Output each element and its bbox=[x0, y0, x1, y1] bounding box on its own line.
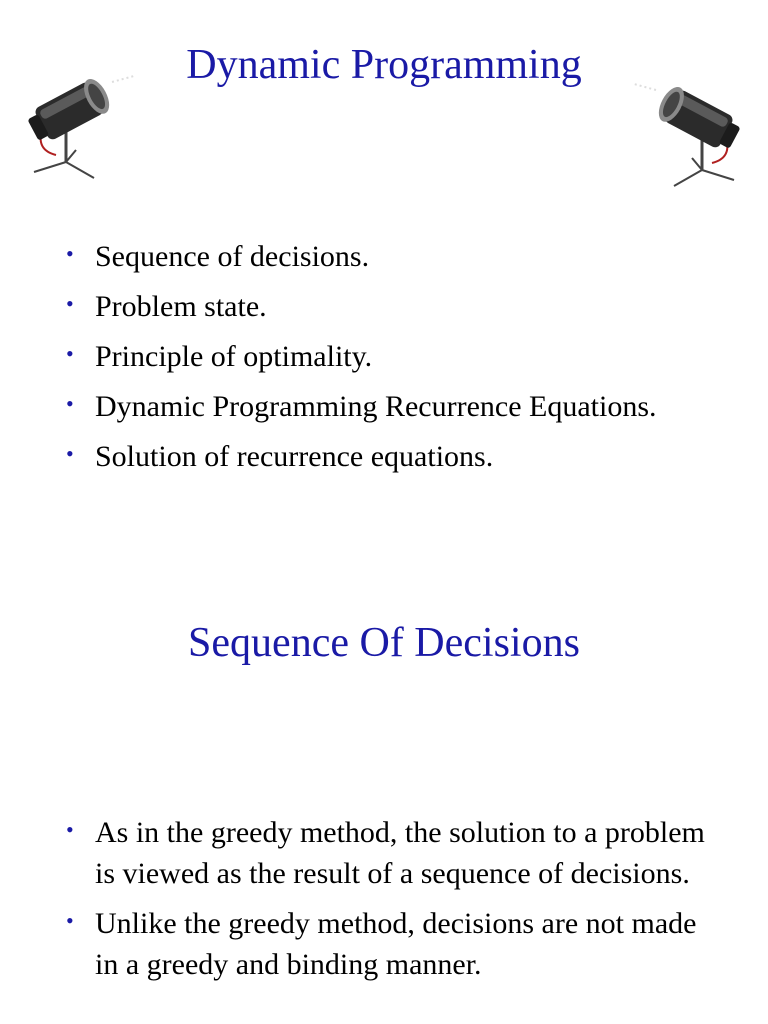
list-item bbox=[66, 812, 726, 894]
bullet-dot-icon: • bbox=[66, 817, 74, 842]
bullet-dot-icon: • bbox=[66, 291, 74, 316]
list-item bbox=[66, 336, 726, 377]
slide-sequence-of-decisions bbox=[0, 560, 768, 1024]
list-item bbox=[66, 386, 726, 427]
bullet-dot-icon: • bbox=[66, 241, 74, 266]
list-item bbox=[66, 236, 726, 277]
list-item bbox=[66, 903, 726, 985]
slide-title: Sequence Of Decisions bbox=[188, 620, 580, 666]
bullet-text: As in the greedy method, the solution to a problem is viewed as the result of a sequence of decisions. bbox=[95, 816, 705, 890]
list-item bbox=[66, 286, 726, 327]
bullet-text: Unlike the greedy method, decisions are not made in a greedy and binding manner. bbox=[95, 907, 697, 981]
bullet-dot-icon: • bbox=[66, 441, 74, 466]
bullet-dot-icon: • bbox=[66, 391, 74, 416]
bullet-text: Problem state. bbox=[95, 290, 267, 323]
bullet-text: Dynamic Programming Recurrence Equations. bbox=[95, 390, 657, 423]
bullet-text: Sequence of decisions. bbox=[95, 240, 370, 273]
bullet-list bbox=[66, 812, 726, 994]
list-item bbox=[66, 436, 726, 477]
bullet-text: Solution of recurrence equations. bbox=[95, 440, 494, 473]
bullet-dot-icon: • bbox=[66, 908, 74, 933]
bullet-dot-icon: • bbox=[66, 341, 74, 366]
bullet-list bbox=[66, 236, 726, 486]
slide-title: Dynamic Programming bbox=[186, 42, 582, 88]
bullet-text: Principle of optimality. bbox=[95, 340, 373, 373]
